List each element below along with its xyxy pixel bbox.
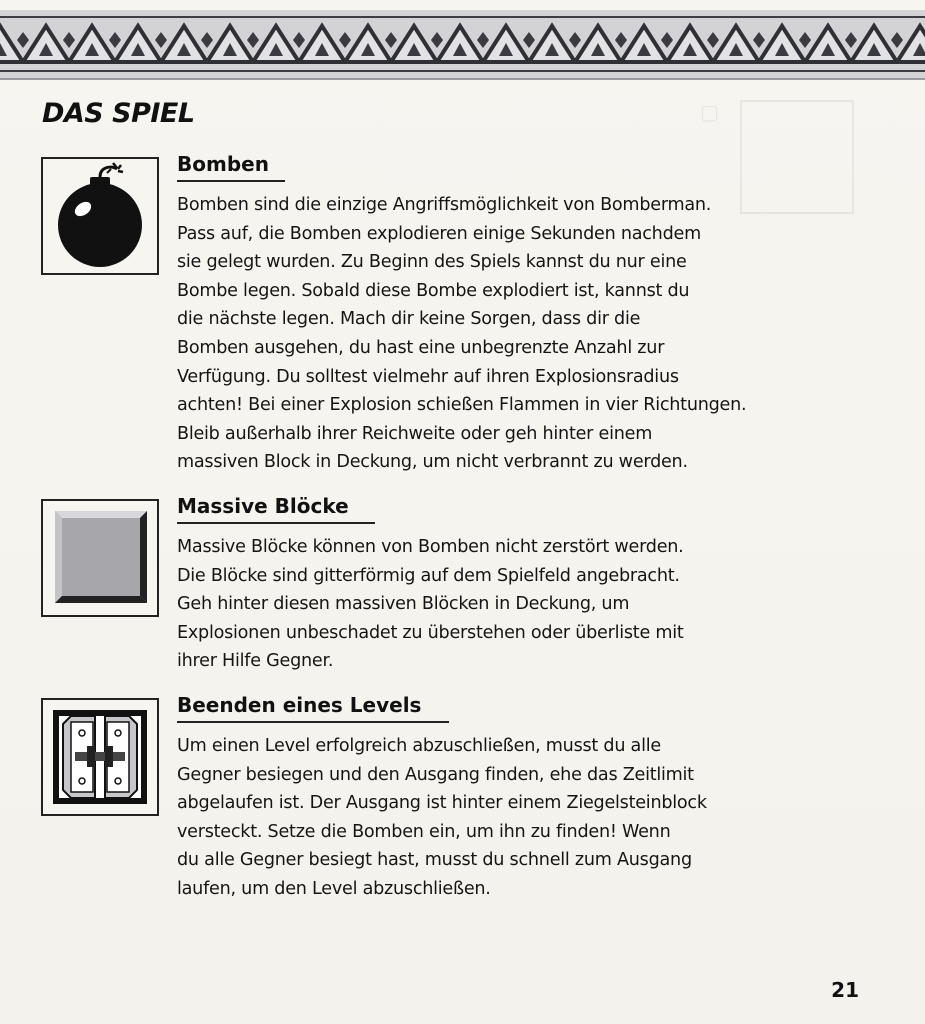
pattern-diamond [799,32,811,48]
pattern-diamond [569,32,581,48]
solid-block-icon [43,501,157,615]
heading-massive-bloecke: Massive Blöcke [177,494,349,518]
text-line: achten! Bei einer Explosion schießen Flammen in vier Richtungen. [177,395,747,416]
text-line: Um einen Level erfolgreich abzuschließen, musst du alle [177,736,661,756]
exit-door-icon-frame [41,698,159,816]
exit-door-icon [43,700,157,814]
bleed-through-mark: ▢ [700,100,719,124]
pattern-triangle [897,26,925,62]
pattern-diamond [523,32,535,48]
heading-underline [177,721,449,723]
pattern-diamond [615,32,627,48]
pattern-diamond [109,32,121,48]
pattern-diamond [891,32,903,48]
pattern-triangle [0,26,23,62]
pattern-diamond [661,32,673,48]
text-line: ihrer Hilfe Gegner. [177,651,334,672]
text-line: Verfügung. Du solltest vielmehr auf ihren Explosionsradius [177,366,679,387]
text-line: du alle Gegner besiegt hast, musst du schnell zum Ausgang [177,850,692,871]
page-title: DAS SPIEL [42,98,195,129]
bomb-icon-frame [41,157,159,275]
heading-underline [177,180,285,182]
text-line: abgelaufen ist. Der Ausgang ist hinter einem Ziegelsteinblock [177,793,707,814]
text-line: Bombe legen. Sobald diese Bombe explodiert ist, kannst du [177,280,690,301]
text-line: Geh hinter diesen massiven Blöcken in Deckung, um [177,594,630,615]
text-line: laufen, um den Level abzuschließen. [177,878,491,899]
pattern-diamond [63,32,75,48]
page-number: 21 [831,978,859,1002]
pattern-diamond [477,32,489,48]
paragraph-bomben [177,191,877,477]
text-line: die nächste legen. Mach dir keine Sorgen, dass dir die [177,309,641,330]
text-line: sie gelegt wurden. Zu Beginn des Spiels kannst du nur eine [177,252,687,273]
pattern-diamond [431,32,443,48]
border-line [0,16,925,18]
pattern-diamond [17,32,29,48]
text-line: Gegner besiegen und den Ausgang finden, ehe das Zeitlimit [177,764,694,785]
heading-bomben: Bomben [177,152,269,176]
pattern-diamond [339,32,351,48]
heading-underline [177,522,375,524]
solid-block-icon-frame [41,499,159,617]
text-line: Pass auf, die Bomben explodieren einige Sekunden nachdem [177,223,701,244]
pattern-diamond [707,32,719,48]
pattern-diamond [155,32,167,48]
pattern-diamond [753,32,765,48]
text-line: Explosionen unbeschadet zu überstehen oder überliste mit [177,622,684,643]
paragraph-beenden-eines-levels [177,732,877,904]
text-line: Bomben sind die einzige Angriffsmöglichkeit von Bomberman. [177,195,712,215]
text-line: Die Blöcke sind gitterförmig auf dem Spielfeld angebracht. [177,565,680,586]
pattern-diamond [845,32,857,48]
border-line [0,70,925,72]
text-line: massiven Block in Deckung, um nicht verbrannt zu werden. [177,452,688,473]
pattern-diamond [293,32,305,48]
decorative-border [0,10,925,80]
triangle-pattern [0,10,925,78]
pattern-diamond [201,32,213,48]
heading-beenden-eines-levels: Beenden eines Levels [177,693,422,717]
pattern-diamond [247,32,259,48]
pattern-diamond [385,32,397,48]
bomb-icon [43,159,157,273]
text-line: Massive Blöcke können von Bomben nicht zerstört werden. [177,537,684,557]
text-line: Bleib außerhalb ihrer Reichweite oder geh hinter einem [177,423,653,444]
text-line: versteckt. Setze die Bomben ein, um ihn zu finden! Wenn [177,821,671,842]
paragraph-massive-bloecke [177,533,877,676]
text-line: Bomben ausgehen, du hast eine unbegrenzte Anzahl zur [177,337,665,358]
